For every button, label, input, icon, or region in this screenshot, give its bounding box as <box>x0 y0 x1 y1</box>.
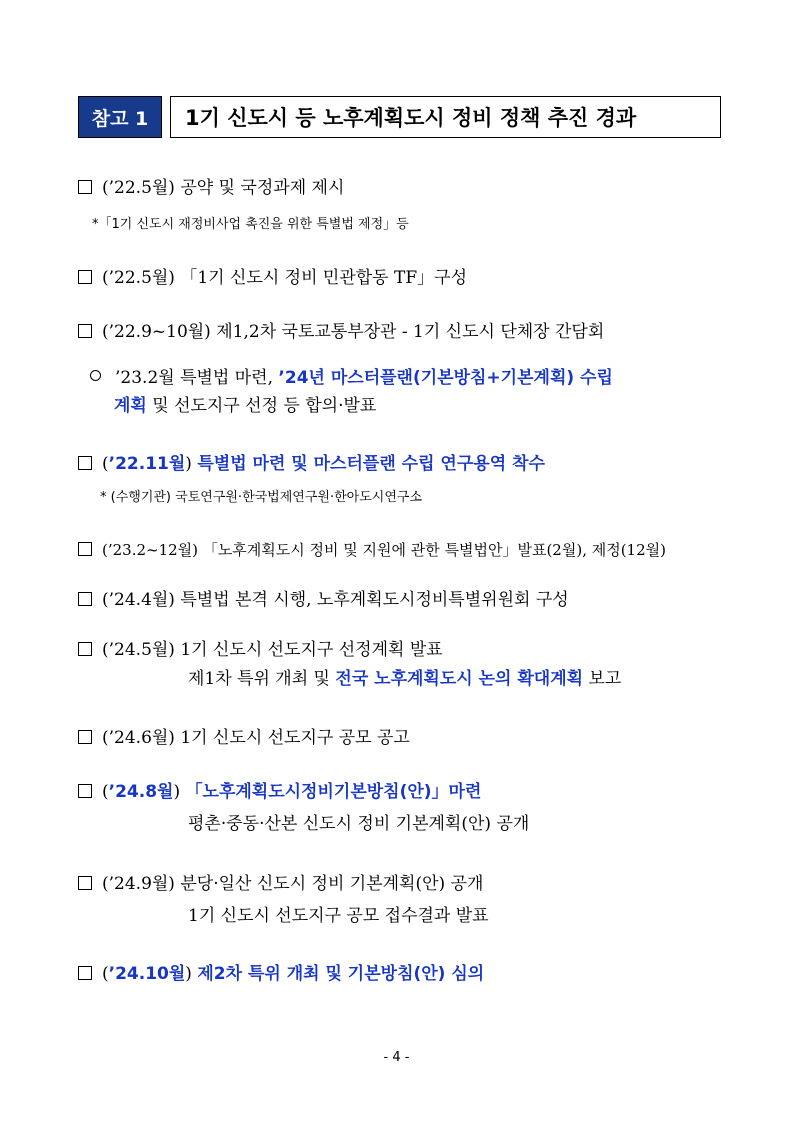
checkbox-icon <box>78 966 92 980</box>
reference-tag: 참고 1 <box>78 96 162 138</box>
page-number: - 4 - <box>383 1050 410 1065</box>
footnote: *「1기 신도시 재정비사업 촉진을 위한 특별법 제정」등 <box>92 217 409 232</box>
sub-item-continuation: 계획 및 선도지구 선정 등 합의·발표 <box>114 396 377 416</box>
section-title: 1기 신도시 등 노후계획도시 정비 정책 추진 경과 <box>170 96 721 138</box>
checkbox-icon <box>78 592 92 606</box>
section-header <box>78 96 721 138</box>
checkbox-icon <box>78 456 92 470</box>
sub-item: ’23.2월 특별법 마련, ’24년 마스터플랜(기본방침+기본계획) 수립 <box>90 366 613 390</box>
checkbox-icon <box>78 324 92 338</box>
list-item: (’22.5월) 「1기 신도시 정비 민관합동 TF」구성 <box>78 266 467 290</box>
list-item: (’24.4월) 특별법 본격 시행, 노후계획도시정비특별위원회 구성 <box>78 588 569 612</box>
list-item-continuation: 1기 신도시 선도지구 공모 접수결과 발표 <box>188 906 489 926</box>
checkbox-icon <box>78 784 92 798</box>
checkbox-icon <box>78 542 92 556</box>
list-item: (’24.8월) 「노후계획도시정비기본방침(안)」마련 <box>78 780 481 804</box>
list-item: (’22.5월) 공약 및 국정과제 제시 <box>78 176 344 200</box>
list-item: (’23.2~12월) 「노후계획도시 정비 및 지원에 관한 특별법안」발표(2월), 제정(12월) <box>78 538 666 562</box>
checkbox-icon <box>78 876 92 890</box>
checkbox-icon <box>78 180 92 194</box>
checkbox-icon <box>78 642 92 656</box>
list-item: (’24.9월) 분당·일산 신도시 정비 기본계획(안) 공개 <box>78 872 483 896</box>
circle-bullet-icon <box>90 370 101 381</box>
list-item: (’24.10월) 제2차 특위 개최 및 기본방침(안) 심의 <box>78 962 484 986</box>
footnote: * (수행기관) 국토연구원·한국법제연구원·한아도시연구소 <box>100 490 423 505</box>
list-item: (’22.9~10월) 제1,2차 국토교통부장관 - 1기 신도시 단체장 간담회 <box>78 320 604 344</box>
checkbox-icon <box>78 270 92 284</box>
list-item-continuation: 제1차 특위 개최 및 전국 노후계획도시 논의 확대계획 보고 <box>188 669 622 689</box>
list-item: (’22.11월) 특별법 마련 및 마스터플랜 수립 연구용역 착수 <box>78 452 545 476</box>
list-item-continuation: 평촌·중동·산본 신도시 정비 기본계획(안) 공개 <box>188 814 530 834</box>
checkbox-icon <box>78 730 92 744</box>
list-item: (’24.5월) 1기 신도시 선도지구 선정계획 발표 <box>78 638 443 662</box>
list-item: (’24.6월) 1기 신도시 선도지구 공모 공고 <box>78 726 410 750</box>
